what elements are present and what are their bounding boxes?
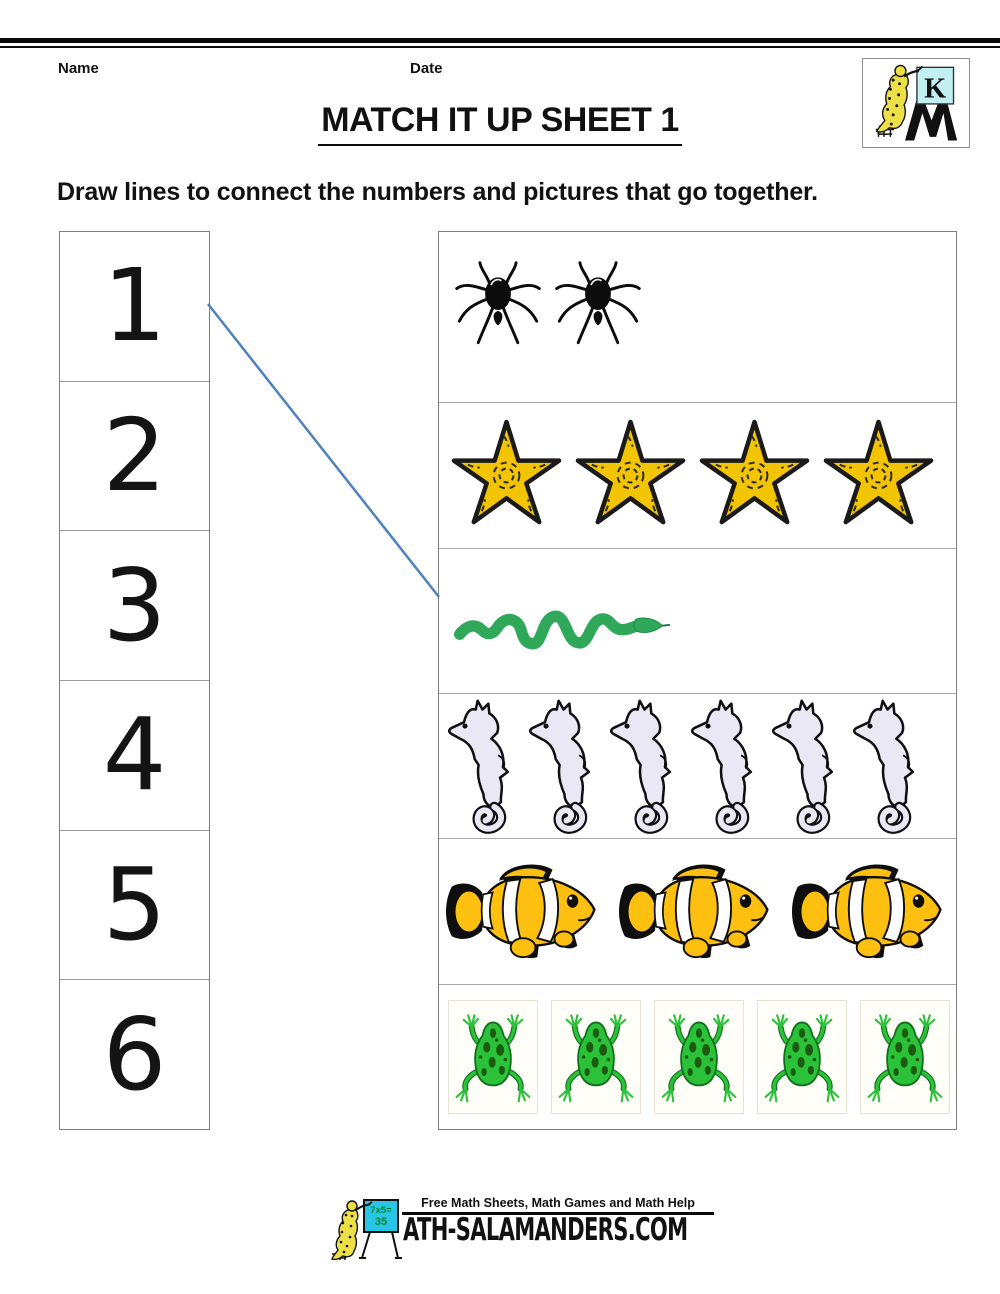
- picture-row-snake: [439, 549, 956, 694]
- frog-tile: [448, 1000, 538, 1114]
- seahorse-icon: [444, 694, 523, 839]
- picture-row-clownfish: [439, 839, 956, 984]
- top-rule-thick: [0, 38, 1000, 43]
- frog-tile: [551, 1000, 641, 1114]
- frog-icon: [557, 1006, 635, 1108]
- frog-tile: [654, 1000, 744, 1114]
- starfish-icon: [819, 419, 938, 532]
- footer-site-line: [402, 1212, 714, 1248]
- footer-tagline: Free Math Sheets, Math Games and Math Help: [421, 1196, 695, 1210]
- name-label: Name: [58, 60, 99, 77]
- page-title: MATCH IT UP SHEET 1: [318, 101, 682, 146]
- number-cell-2: 2: [60, 382, 209, 532]
- clownfish-icon: [792, 858, 949, 965]
- seahorse-icon: [606, 694, 685, 839]
- seahorse-icon: [687, 694, 766, 839]
- numbers-column: [59, 231, 210, 1130]
- number-cell-4: 4: [60, 681, 209, 831]
- starfish-icon: [447, 419, 566, 532]
- title-wrap: [0, 101, 1000, 146]
- frog-tile: [757, 1000, 847, 1114]
- picture-row-seahorses: [439, 694, 956, 839]
- clownfish-icon: [619, 858, 776, 965]
- footer-salamander-logo-icon: [326, 1196, 402, 1264]
- footer-text-column: [402, 1196, 714, 1248]
- footer: [326, 1196, 714, 1264]
- seahorse-icon: [525, 694, 604, 839]
- frog-icon: [454, 1006, 532, 1108]
- frog-tile: [860, 1000, 950, 1114]
- frog-icon: [866, 1006, 944, 1108]
- footer-logo: [326, 1196, 402, 1264]
- frog-icon: [660, 1006, 738, 1108]
- svg-text:35: 35: [374, 1216, 388, 1228]
- seahorse-icon: [849, 694, 928, 839]
- picture-row-starfish: [439, 403, 956, 548]
- number-cell-6: 6: [102, 995, 167, 1113]
- spider-icon: [455, 258, 541, 350]
- date-label: Date: [410, 60, 443, 77]
- number-cell-1: 1: [60, 232, 209, 382]
- starfish-icon: [571, 419, 690, 532]
- spider-icon: [555, 258, 641, 350]
- svg-text:K: K: [924, 73, 947, 105]
- frog-icon: [763, 1006, 841, 1108]
- number-cell-3: 3: [60, 531, 209, 681]
- number-cell-5: 5: [60, 831, 209, 981]
- pictures-column: [438, 231, 957, 1130]
- snake-icon: [454, 590, 670, 652]
- top-rule-thin: [0, 46, 1000, 48]
- instruction-text: Draw lines to connect the numbers and pictures that go together.: [57, 178, 818, 206]
- svg-text:7x5=: 7x5=: [370, 1205, 392, 1216]
- picture-row-frogs: [439, 985, 956, 1129]
- starfish-icon: [695, 419, 814, 532]
- picture-row-spiders: [439, 232, 956, 403]
- seahorse-icon: [768, 694, 847, 839]
- footer-site-text: ATH-SALAMANDERS.COM: [403, 1212, 688, 1248]
- clownfish-icon: [446, 858, 603, 965]
- example-answer-line: [208, 304, 439, 597]
